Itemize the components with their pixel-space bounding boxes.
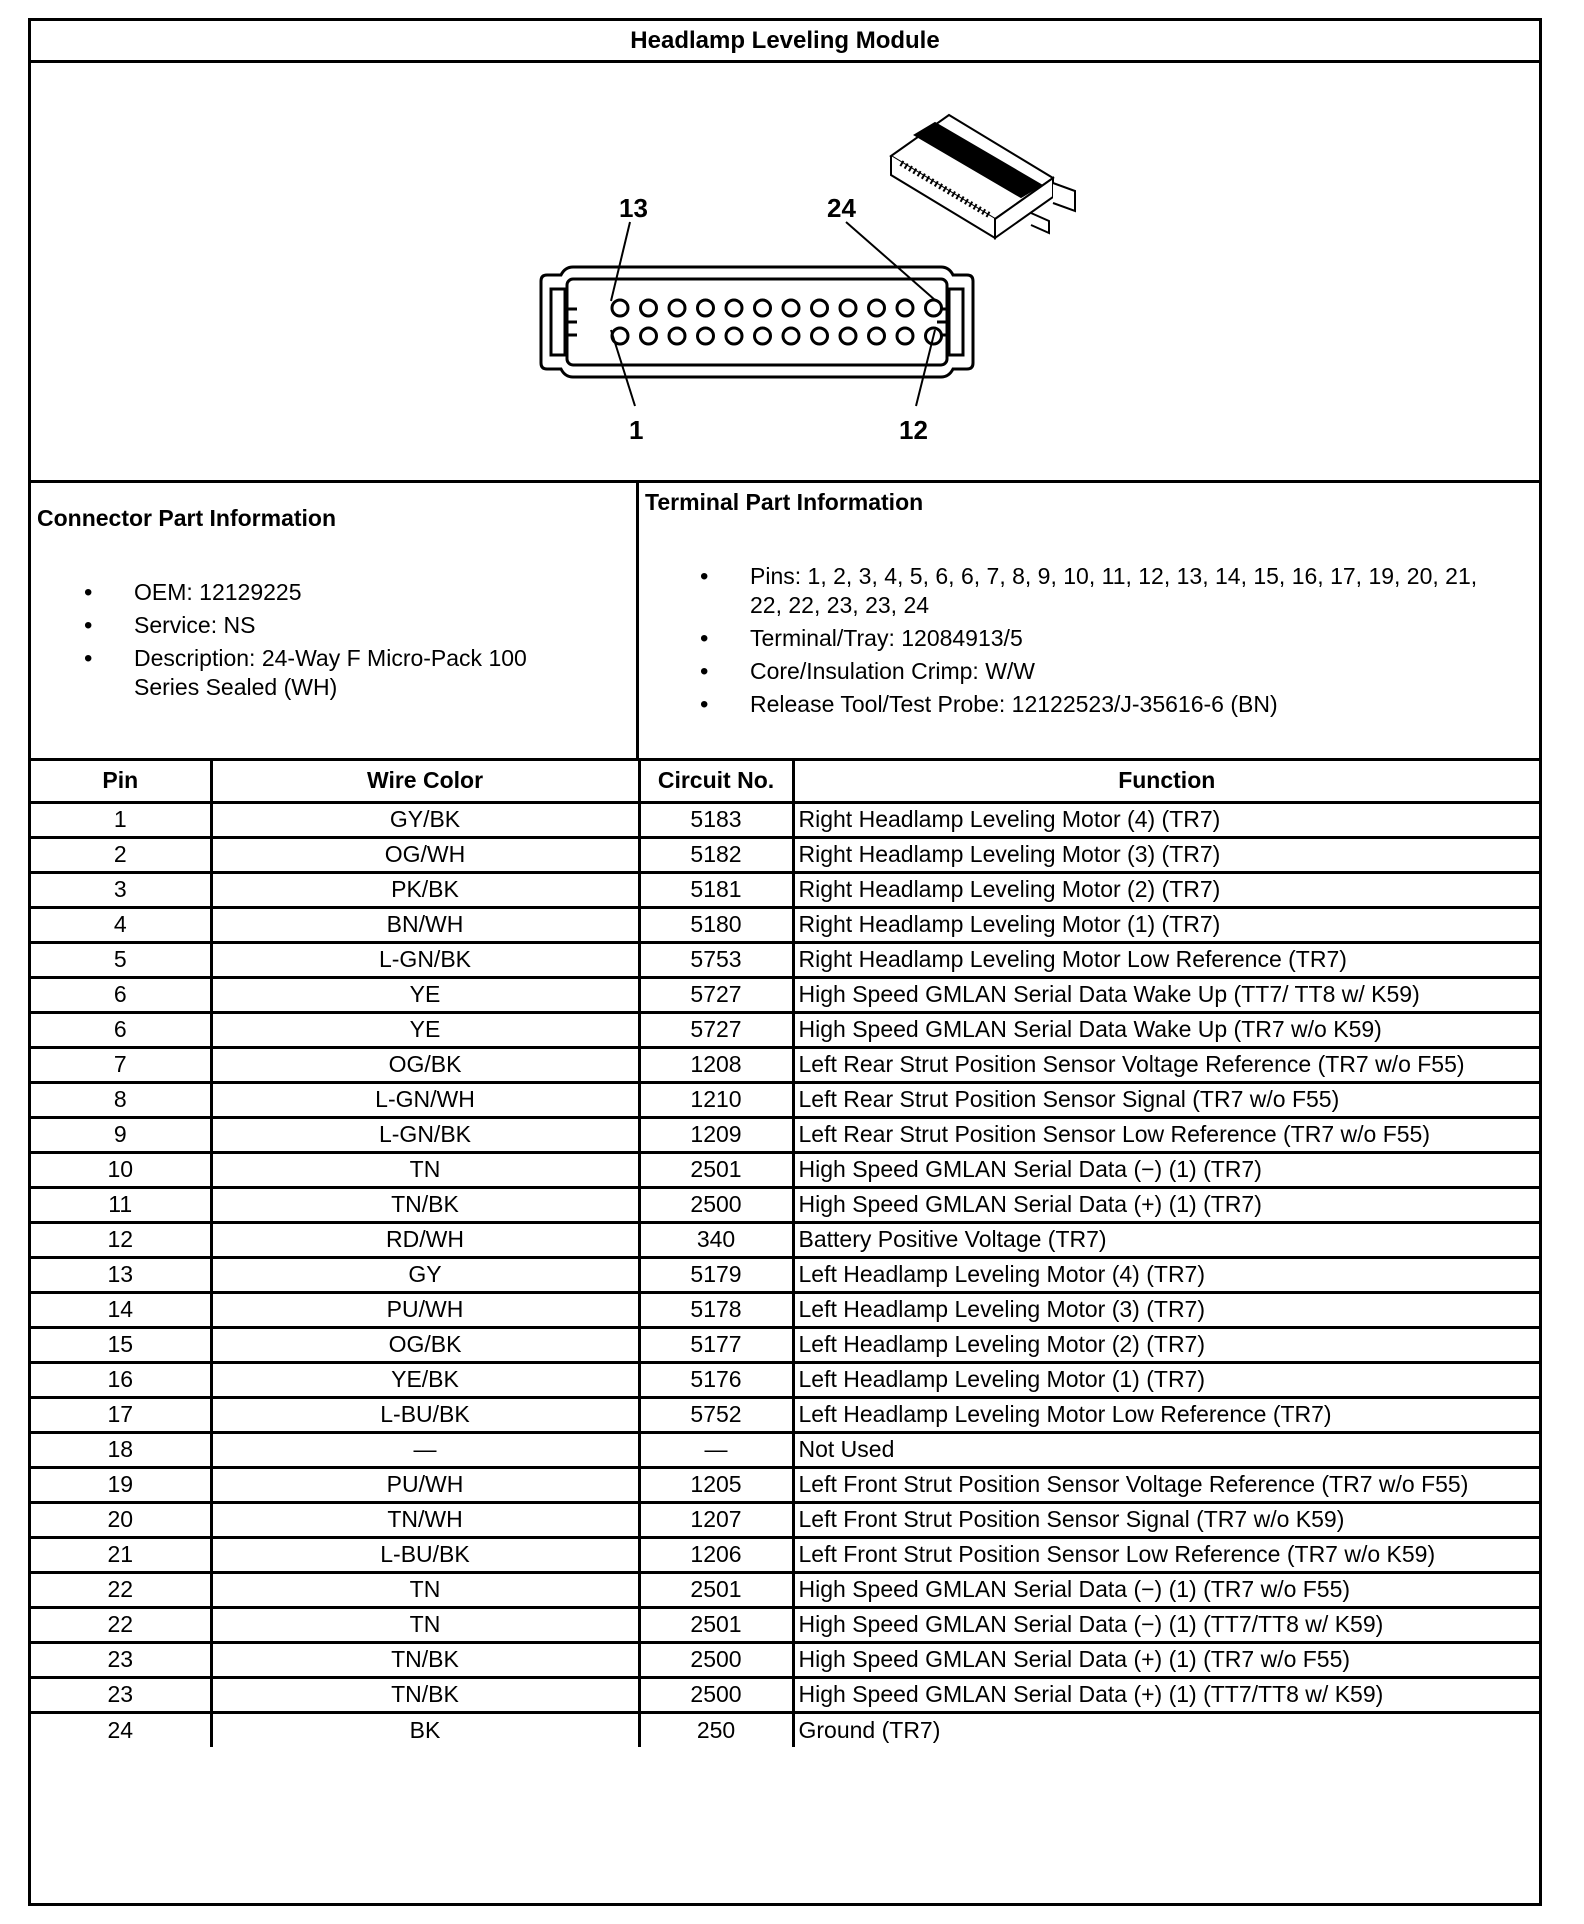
cell-circuit-no: 2501 bbox=[639, 1607, 793, 1642]
pin-cavity bbox=[698, 328, 714, 344]
header-pin: Pin bbox=[31, 761, 211, 802]
cell-pin: 12 bbox=[31, 1222, 211, 1257]
cell-wire-color: — bbox=[211, 1432, 639, 1467]
cell-function: Left Headlamp Leveling Motor Low Reference (TR7) bbox=[793, 1397, 1539, 1432]
cell-wire-color: RD/WH bbox=[211, 1222, 639, 1257]
table-row bbox=[31, 1117, 1539, 1152]
table-row bbox=[31, 1082, 1539, 1117]
pin-cavity bbox=[612, 300, 628, 316]
cell-pin: 2 bbox=[31, 837, 211, 872]
table-row bbox=[31, 1257, 1539, 1292]
cell-function: Right Headlamp Leveling Motor Low Reference (TR7) bbox=[793, 942, 1539, 977]
cell-function: High Speed GMLAN Serial Data (−) (1) (TT7/TT8 w/ K59) bbox=[793, 1607, 1539, 1642]
cell-function: High Speed GMLAN Serial Data (+) (1) (TR7 w/o F55) bbox=[793, 1642, 1539, 1677]
cell-pin: 9 bbox=[31, 1117, 211, 1152]
cell-pin: 24 bbox=[31, 1712, 211, 1747]
pin-cavity bbox=[669, 300, 685, 316]
table-row bbox=[31, 1187, 1539, 1222]
cell-wire-color: BN/WH bbox=[211, 907, 639, 942]
pin-cavity bbox=[641, 328, 657, 344]
cell-circuit-no: 5727 bbox=[639, 1012, 793, 1047]
cell-circuit-no: 1210 bbox=[639, 1082, 793, 1117]
cell-circuit-no: 2500 bbox=[639, 1642, 793, 1677]
cell-function: High Speed GMLAN Serial Data (−) (1) (TR7 w/o F55) bbox=[793, 1572, 1539, 1607]
cell-pin: 4 bbox=[31, 907, 211, 942]
table-row bbox=[31, 942, 1539, 977]
part-information bbox=[31, 483, 1539, 761]
cell-wire-color: TN/BK bbox=[211, 1642, 639, 1677]
cell-wire-color: TN/BK bbox=[211, 1677, 639, 1712]
cell-pin: 23 bbox=[31, 1677, 211, 1712]
cell-function: High Speed GMLAN Serial Data (+) (1) (TT7/TT8 w/ K59) bbox=[793, 1677, 1539, 1712]
table-row bbox=[31, 1362, 1539, 1397]
pin-cavity bbox=[726, 328, 742, 344]
table-row bbox=[31, 1432, 1539, 1467]
cell-function: Right Headlamp Leveling Motor (4) (TR7) bbox=[793, 802, 1539, 837]
list-item: • Service: NS bbox=[84, 612, 256, 639]
page-title: Headlamp Leveling Module bbox=[31, 21, 1539, 63]
table-row bbox=[31, 1607, 1539, 1642]
pin-cavity bbox=[755, 300, 771, 316]
table-row bbox=[31, 802, 1539, 837]
table-row bbox=[31, 1327, 1539, 1362]
cell-function: Ground (TR7) bbox=[793, 1712, 1539, 1747]
cell-pin: 1 bbox=[31, 802, 211, 837]
cell-function: Right Headlamp Leveling Motor (1) (TR7) bbox=[793, 907, 1539, 942]
cell-circuit-no: 5752 bbox=[639, 1397, 793, 1432]
connector-info-heading: Connector Part Information bbox=[37, 505, 337, 531]
callout-pin-1: 1 bbox=[629, 415, 644, 445]
table-row bbox=[31, 1012, 1539, 1047]
cell-pin: 18 bbox=[31, 1432, 211, 1467]
callout-pin-13: 13 bbox=[619, 193, 648, 223]
header-wire-color: Wire Color bbox=[211, 761, 639, 802]
pin-cavity bbox=[897, 328, 913, 344]
cell-function: Left Front Strut Position Sensor Signal (TR7 w/o K59) bbox=[793, 1502, 1539, 1537]
list-item: • Pins: 1, 2, 3, 4, 5, 6, 6, 7, 8, 9, 10, 11, 12, 13, 14, 15, 16, 17, 19, 20, 21, 22, 22, 23, 23, 24 bbox=[700, 563, 1478, 618]
table-row bbox=[31, 977, 1539, 1012]
list-item: • Description: 24-Way F Micro-Pack 100 Series Sealed (WH) bbox=[84, 645, 527, 700]
pin-cavity bbox=[869, 300, 885, 316]
terminal-info-list bbox=[645, 562, 1542, 719]
table-row bbox=[31, 837, 1539, 872]
header-function: Function bbox=[793, 761, 1539, 802]
pin-cavity bbox=[812, 300, 828, 316]
list-item: • Terminal/Tray: 12084913/5 bbox=[700, 625, 1023, 652]
cell-function: Right Headlamp Leveling Motor (3) (TR7) bbox=[793, 837, 1539, 872]
pin-cavity bbox=[783, 328, 799, 344]
table-row bbox=[31, 1047, 1539, 1082]
cell-wire-color: PU/WH bbox=[211, 1467, 639, 1502]
cell-pin: 23 bbox=[31, 1642, 211, 1677]
table-row bbox=[31, 872, 1539, 907]
cell-function: High Speed GMLAN Serial Data Wake Up (TR7 w/o K59) bbox=[793, 1012, 1539, 1047]
cell-circuit-no: 5176 bbox=[639, 1362, 793, 1397]
cell-pin: 13 bbox=[31, 1257, 211, 1292]
cell-pin: 22 bbox=[31, 1607, 211, 1642]
cell-circuit-no: 1207 bbox=[639, 1502, 793, 1537]
cell-pin: 21 bbox=[31, 1537, 211, 1572]
cell-circuit-no: 5179 bbox=[639, 1257, 793, 1292]
cell-wire-color: BK bbox=[211, 1712, 639, 1747]
cell-circuit-no: 5180 bbox=[639, 907, 793, 942]
cell-function: Right Headlamp Leveling Motor (2) (TR7) bbox=[793, 872, 1539, 907]
pin-cavity bbox=[641, 300, 657, 316]
cell-circuit-no: 250 bbox=[639, 1712, 793, 1747]
pin-cavity bbox=[698, 300, 714, 316]
cell-wire-color: TN bbox=[211, 1572, 639, 1607]
callout-pin-24: 24 bbox=[827, 193, 856, 223]
cell-circuit-no: 1205 bbox=[639, 1467, 793, 1502]
cell-circuit-no: — bbox=[639, 1432, 793, 1467]
table-row bbox=[31, 1712, 1539, 1747]
cell-wire-color: L-BU/BK bbox=[211, 1397, 639, 1432]
cell-circuit-no: 5183 bbox=[639, 802, 793, 837]
pin-cavity bbox=[926, 300, 942, 316]
cell-wire-color: OG/WH bbox=[211, 837, 639, 872]
list-item: • OEM: 12129225 bbox=[84, 579, 302, 606]
table-row bbox=[31, 1222, 1539, 1257]
cell-wire-color: YE bbox=[211, 1012, 639, 1047]
list-item: • Core/Insulation Crimp: W/W bbox=[700, 658, 1036, 685]
pin-cavity bbox=[840, 328, 856, 344]
pin-cavity bbox=[897, 300, 913, 316]
cell-pin: 3 bbox=[31, 872, 211, 907]
cell-pin: 5 bbox=[31, 942, 211, 977]
table-row bbox=[31, 1502, 1539, 1537]
cell-pin: 17 bbox=[31, 1397, 211, 1432]
cell-wire-color: OG/BK bbox=[211, 1327, 639, 1362]
cell-circuit-no: 5178 bbox=[639, 1292, 793, 1327]
cell-pin: 8 bbox=[31, 1082, 211, 1117]
cell-function: Left Headlamp Leveling Motor (3) (TR7) bbox=[793, 1292, 1539, 1327]
cell-function: Not Used bbox=[793, 1432, 1539, 1467]
cell-wire-color: YE/BK bbox=[211, 1362, 639, 1397]
cell-wire-color: PU/WH bbox=[211, 1292, 639, 1327]
cell-function: Battery Positive Voltage (TR7) bbox=[793, 1222, 1539, 1257]
cell-circuit-no: 5753 bbox=[639, 942, 793, 977]
cell-function: High Speed GMLAN Serial Data (+) (1) (TR7) bbox=[793, 1187, 1539, 1222]
table-row bbox=[31, 1397, 1539, 1432]
pin-cavity bbox=[669, 328, 685, 344]
cell-function: High Speed GMLAN Serial Data Wake Up (TT7/ TT8 w/ K59) bbox=[793, 977, 1539, 1012]
connector-diagram bbox=[31, 63, 1539, 483]
connector-part-info bbox=[31, 483, 639, 758]
cell-circuit-no: 2500 bbox=[639, 1187, 793, 1222]
cell-pin: 7 bbox=[31, 1047, 211, 1082]
cell-pin: 14 bbox=[31, 1292, 211, 1327]
cell-circuit-no: 1206 bbox=[639, 1537, 793, 1572]
cell-function: Left Headlamp Leveling Motor (4) (TR7) bbox=[793, 1257, 1539, 1292]
table-row bbox=[31, 1642, 1539, 1677]
cell-pin: 10 bbox=[31, 1152, 211, 1187]
cell-pin: 6 bbox=[31, 977, 211, 1012]
cell-wire-color: L-GN/BK bbox=[211, 1117, 639, 1152]
cell-circuit-no: 5181 bbox=[639, 872, 793, 907]
connector-isometric-icon bbox=[891, 115, 1075, 238]
cell-circuit-no: 1208 bbox=[639, 1047, 793, 1082]
pin-cavity bbox=[783, 300, 799, 316]
cell-function: Left Headlamp Leveling Motor (2) (TR7) bbox=[793, 1327, 1539, 1362]
list-item: • Release Tool/Test Probe: 12122523/J-35616-6 (BN) bbox=[700, 691, 1278, 718]
cell-wire-color: GY/BK bbox=[211, 802, 639, 837]
table-row bbox=[31, 907, 1539, 942]
cell-pin: 22 bbox=[31, 1572, 211, 1607]
cell-pin: 19 bbox=[31, 1467, 211, 1502]
terminal-part-info bbox=[639, 483, 1542, 758]
table-row bbox=[31, 1467, 1539, 1502]
cell-circuit-no: 2501 bbox=[639, 1572, 793, 1607]
table-row bbox=[31, 1537, 1539, 1572]
cell-circuit-no: 340 bbox=[639, 1222, 793, 1257]
pin-table bbox=[31, 761, 1539, 1747]
header-circuit-no: Circuit No. bbox=[639, 761, 793, 802]
table-row bbox=[31, 1572, 1539, 1607]
callout-pin-12: 12 bbox=[899, 415, 928, 445]
cell-circuit-no: 2500 bbox=[639, 1677, 793, 1712]
pin-cavity bbox=[726, 300, 742, 316]
cell-circuit-no: 5177 bbox=[639, 1327, 793, 1362]
cell-function: Left Front Strut Position Sensor Voltage Reference (TR7 w/o F55) bbox=[793, 1467, 1539, 1502]
cell-wire-color: TN/WH bbox=[211, 1502, 639, 1537]
cell-wire-color: YE bbox=[211, 977, 639, 1012]
cell-wire-color: L-BU/BK bbox=[211, 1537, 639, 1572]
pin-cavity bbox=[840, 300, 856, 316]
cell-circuit-no: 1209 bbox=[639, 1117, 793, 1152]
pin-cavity bbox=[755, 328, 771, 344]
cell-function: Left Rear Strut Position Sensor Voltage Reference (TR7 w/o F55) bbox=[793, 1047, 1539, 1082]
cell-circuit-no: 5727 bbox=[639, 977, 793, 1012]
cell-wire-color: TN bbox=[211, 1152, 639, 1187]
table-row bbox=[31, 1677, 1539, 1712]
terminal-info-heading: Terminal Part Information bbox=[645, 489, 924, 515]
cell-function: High Speed GMLAN Serial Data (−) (1) (TR7) bbox=[793, 1152, 1539, 1187]
cell-pin: 6 bbox=[31, 1012, 211, 1047]
table-header-row bbox=[31, 761, 1539, 802]
table-row bbox=[31, 1292, 1539, 1327]
cell-wire-color: L-GN/BK bbox=[211, 942, 639, 977]
cell-circuit-no: 2501 bbox=[639, 1152, 793, 1187]
cell-wire-color: PK/BK bbox=[211, 872, 639, 907]
cell-pin: 16 bbox=[31, 1362, 211, 1397]
cell-function: Left Rear Strut Position Sensor Signal (TR7 w/o F55) bbox=[793, 1082, 1539, 1117]
cell-function: Left Headlamp Leveling Motor (1) (TR7) bbox=[793, 1362, 1539, 1397]
connector-sheet bbox=[28, 18, 1542, 1906]
table-row bbox=[31, 1152, 1539, 1187]
cell-function: Left Rear Strut Position Sensor Low Reference (TR7 w/o F55) bbox=[793, 1117, 1539, 1152]
connector-housing bbox=[541, 267, 973, 377]
cell-wire-color: OG/BK bbox=[211, 1047, 639, 1082]
cell-wire-color: TN bbox=[211, 1607, 639, 1642]
cell-wire-color: GY bbox=[211, 1257, 639, 1292]
cell-wire-color: L-GN/WH bbox=[211, 1082, 639, 1117]
pin-cavity bbox=[812, 328, 828, 344]
cell-pin: 11 bbox=[31, 1187, 211, 1222]
cell-circuit-no: 5182 bbox=[639, 837, 793, 872]
cell-pin: 20 bbox=[31, 1502, 211, 1537]
cell-function: Left Front Strut Position Sensor Low Reference (TR7 w/o K59) bbox=[793, 1537, 1539, 1572]
pin-cavities bbox=[612, 300, 942, 344]
connector-face-drawing bbox=[31, 63, 1539, 483]
cell-pin: 15 bbox=[31, 1327, 211, 1362]
cell-wire-color: TN/BK bbox=[211, 1187, 639, 1222]
connector-info-list bbox=[37, 578, 636, 702]
pin-cavity bbox=[869, 328, 885, 344]
